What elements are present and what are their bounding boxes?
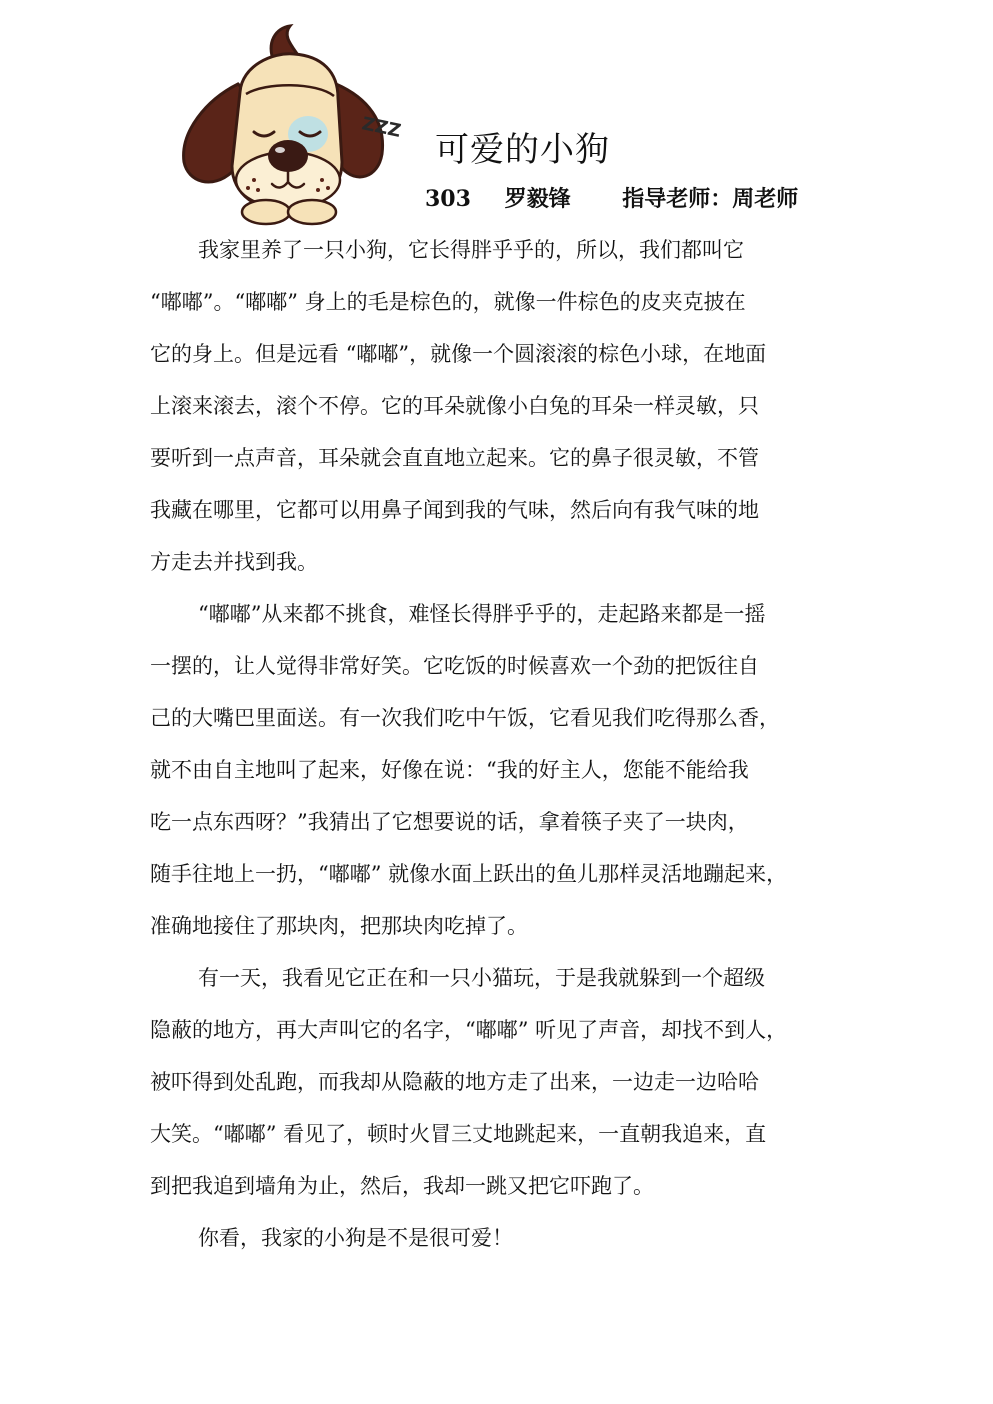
dog-nose-shine — [275, 147, 285, 153]
essay-line: 己的大嘴巴里面送。有一次我们吃中午饭，它看见我们吃得那么香， — [150, 706, 780, 730]
essay-line: 准确地接住了那块肉，把那块肉吃掉了。 — [150, 914, 528, 938]
teacher-name: 指导老师：周老师 — [622, 186, 799, 212]
essay-line: 上滚来滚去，滚个不停。它的耳朵就像小白兔的耳朵一样灵敏，只 — [150, 394, 759, 418]
dog-nose — [268, 140, 308, 172]
paragraph-3 — [150, 958, 850, 1218]
essay-line: “嘟嘟”。“嘟嘟” 身上的毛是棕色的，就像一件棕色的皮夹克披在 — [150, 290, 746, 314]
essay-line: 随手往地上一扔，“嘟嘟” 就像水面上跃出的鱼儿那样灵活地蹦起来， — [150, 862, 788, 886]
essay-line: “嘟嘟”从来都不挑食，难怪长得胖乎乎的，走起路来都是一摇 — [198, 602, 766, 626]
byline — [425, 182, 798, 213]
essay-line: 就不由自主地叫了起来，好像在说：“我的好主人，您能不能给我 — [150, 758, 749, 782]
dog-right-paw — [288, 200, 336, 224]
essay-line: 到把我追到墙角为止，然后，我却一跳又把它吓跑了。 — [150, 1174, 654, 1198]
essay-line: 被吓得到处乱跑，而我却从隐蔽的地方走了出来，一边走一边哈哈 — [150, 1070, 759, 1094]
paragraph-4 — [150, 1218, 850, 1270]
essay-line: 大笑。“嘟嘟” 看见了，顿时火冒三丈地跳起来，一直朝我追来，直 — [150, 1122, 767, 1146]
essay-title: 可爱的小狗 — [435, 130, 610, 170]
sleeping-dog-illustration — [176, 22, 416, 227]
paragraph-1 — [150, 230, 850, 594]
essay-body — [150, 230, 850, 1270]
essay-line: 吃一点东西呀？”我猜出了它想要说的话，拿着筷子夹了一块肉， — [150, 810, 749, 834]
sleep-zzz-text: ZZZ — [360, 113, 403, 142]
essay-line: 它的身上。但是远看 “嘟嘟”，就像一个圆滚滚的棕色小球，在地面 — [150, 342, 767, 366]
essay-line: 有一天，我看见它正在和一只小猫玩，于是我就躲到一个超级 — [198, 966, 765, 990]
dog-left-paw — [242, 200, 290, 224]
author-name: 罗毅锋 — [504, 186, 571, 212]
essay-line: 一摆的，让人觉得非常好笑。它吃饭的时候喜欢一个劲的把饭往自 — [150, 654, 759, 678]
essay-line: 我家里养了一只小狗，它长得胖乎乎的，所以，我们都叫它 — [198, 238, 744, 262]
essay-line: 方走去并找到我。 — [150, 550, 318, 574]
class-number: 303 — [425, 186, 471, 212]
essay-line: 要听到一点声音，耳朵就会直直地立起来。它的鼻子很灵敏，不管 — [150, 446, 759, 470]
essay-line: 隐蔽的地方，再大声叫它的名字，“嘟嘟” 听见了声音，却找不到人， — [150, 1018, 788, 1042]
essay-line: 你看，我家的小狗是不是很可爱！ — [198, 1226, 513, 1250]
paragraph-2 — [150, 594, 850, 958]
essay-line: 我藏在哪里，它都可以用鼻子闻到我的气味，然后向有我气味的地 — [150, 498, 759, 522]
